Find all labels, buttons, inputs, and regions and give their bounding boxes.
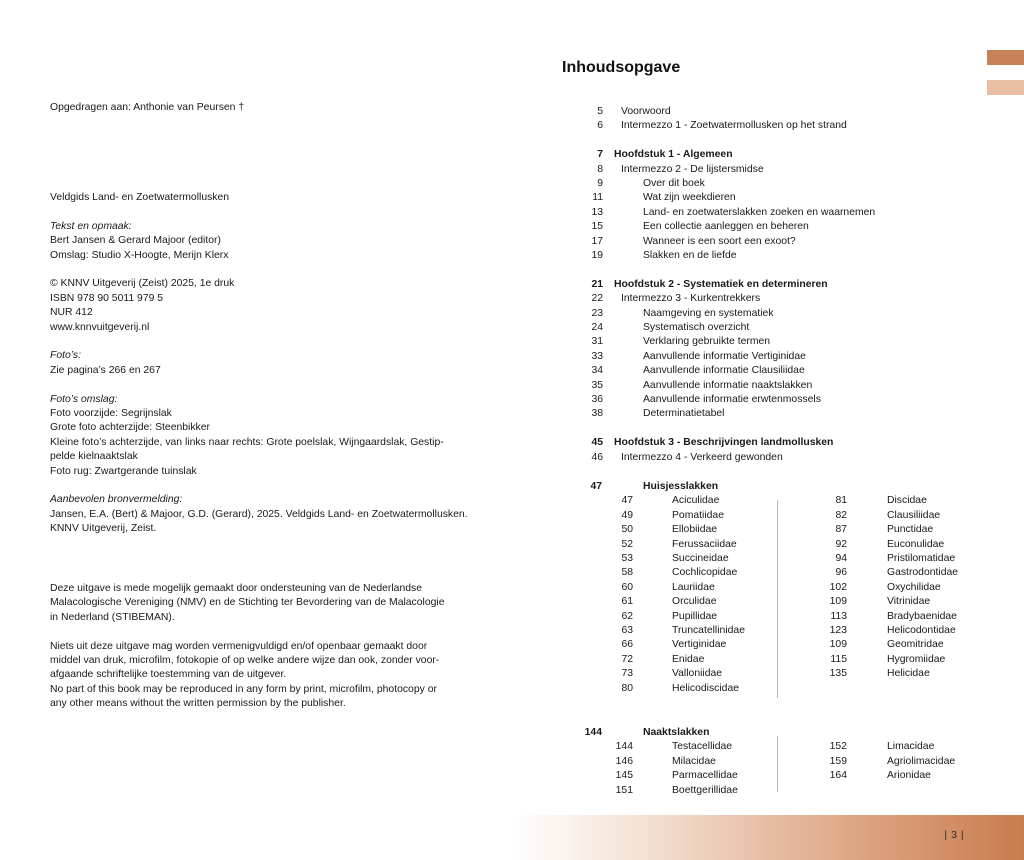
family-page-number: 159 <box>829 755 847 767</box>
family-name[interactable]: Pristilomatidae <box>887 553 956 564</box>
toc-label: Intermezzo 3 - Kurkentrekkers <box>621 293 761 305</box>
photos-text: Zie pagina’s 266 en 267 <box>50 364 161 376</box>
family-name[interactable]: Arionidae <box>887 770 931 782</box>
family-page-number: 96 <box>835 567 847 579</box>
family-page-number: 62 <box>621 610 633 622</box>
copyright-line: middel van druk, microfilm, fotokopie of op welke andere wijze dan ook, zonder voor- <box>50 655 440 667</box>
family-name[interactable]: Limacidae <box>887 741 935 753</box>
copyright-line: No part of this book may be reproduced in any form by print, microfilm, photocopy or <box>50 683 437 695</box>
family-page-number: 109 <box>829 639 847 651</box>
cover-photo-line: Grote foto achterzijde: Steenbikker <box>50 422 210 434</box>
toc-label: Aanvullende informatie Vertiginidae <box>643 350 806 362</box>
family-name[interactable]: Bradybaenidae <box>887 610 957 622</box>
toc-label: Verklaring gebruikte termen <box>643 336 771 348</box>
toc-page-number: 36 <box>591 394 603 405</box>
family-page-number: 87 <box>835 524 847 536</box>
website: www.knnvuitgeverij.nl <box>50 321 150 333</box>
family-name[interactable]: Parmacellidae <box>672 770 738 782</box>
toc-page-number: 22 <box>591 293 603 305</box>
family-name[interactable]: Milacidae <box>672 755 716 767</box>
family-name[interactable]: Discidae <box>887 495 927 507</box>
family-name[interactable]: Vitrinidae <box>887 596 931 608</box>
toc-page-number: 23 <box>591 307 603 319</box>
family-name[interactable]: Pupillidae <box>672 610 718 622</box>
toc-label: Aanvullende informatie erwtenmossels <box>643 394 821 405</box>
family-page-number: 53 <box>621 553 633 564</box>
family-page-number: 135 <box>829 668 847 680</box>
support-line: Deze uitgave is mede mogelijk gemaakt door ondersteuning van de Nederlandse <box>50 583 422 594</box>
toc-page-number: 6 <box>597 120 603 132</box>
toc-label: Een collectie aanleggen en beheren <box>643 221 809 233</box>
family-page-number: 109 <box>829 596 847 608</box>
family-page-number: 146 <box>615 755 633 767</box>
family-name[interactable]: Agriolimacidae <box>887 755 956 767</box>
toc-page-number: 21 <box>591 278 603 290</box>
text-authors: Bert Jansen & Gerard Majoor (editor) <box>50 235 221 247</box>
nur: NUR 412 <box>50 307 93 319</box>
family-name[interactable]: Hygromiidae <box>887 653 946 665</box>
naakt-section-label[interactable]: Naaktslakken <box>643 727 710 738</box>
toc-page-number: 45 <box>591 437 603 449</box>
family-name[interactable]: Vertiginidae <box>672 639 727 651</box>
toc-title: Inhoudsopgave <box>562 59 681 76</box>
family-page-number: 123 <box>829 625 847 636</box>
toc-page-number: 31 <box>591 336 603 348</box>
huisjes-section-page: 47 <box>590 481 602 492</box>
family-page-number: 63 <box>621 625 633 636</box>
page-number-bar: | <box>960 829 968 841</box>
family-name[interactable]: Succineidae <box>672 553 729 564</box>
family-name[interactable]: Ferussaciidae <box>672 538 737 550</box>
support-line: Malacologische Vereniging (NMV) en de Stichting ter Bevordering van de Malacologie <box>50 597 445 609</box>
family-page-number: 151 <box>615 784 633 796</box>
family-name[interactable]: Helicodontidae <box>887 625 956 636</box>
copyright-line: any other means without the written permission by the publisher. <box>50 698 346 710</box>
family-page-number: 102 <box>829 581 847 593</box>
family-name[interactable]: Ellobiidae <box>672 524 718 536</box>
column-divider <box>777 736 778 792</box>
page-number-bar: | <box>944 829 952 841</box>
toc-label: Land- en zoetwaterslakken zoeken en waarnemen <box>643 206 876 218</box>
toc-label: Hoofdstuk 1 - Algemeen <box>614 149 733 161</box>
family-page-number: 92 <box>835 538 847 550</box>
family-page-number: 73 <box>621 668 633 680</box>
family-page-number: 164 <box>829 770 847 782</box>
toc-page-number: 35 <box>591 379 603 391</box>
toc-label: Over dit boek <box>643 178 705 189</box>
family-name[interactable]: Helicodiscidae <box>672 682 739 694</box>
family-page-number: 81 <box>835 495 847 507</box>
family-name[interactable]: Clausiliidae <box>887 509 941 521</box>
toc-label: Voorwoord <box>621 106 671 117</box>
toc-label: Determinatietabel <box>643 408 725 420</box>
family-name[interactable]: Truncatellinidae <box>672 625 745 636</box>
family-name[interactable]: Oxychilidae <box>887 581 941 593</box>
toc-page-number: 11 <box>592 192 603 204</box>
toc-page-number: 24 <box>591 322 603 333</box>
family-page-number: 61 <box>621 596 633 608</box>
toc-label: Intermezzo 2 - De lijstersmidse <box>621 163 764 175</box>
family-name[interactable]: Geomitridae <box>887 639 944 651</box>
family-page-number: 49 <box>621 509 633 521</box>
support-notice <box>50 582 480 712</box>
family-page-number: 152 <box>829 741 847 753</box>
copyright-line: afgaande schriftelijke toestemming van de uitgever. <box>50 669 287 681</box>
family-name[interactable]: Enidae <box>672 653 705 665</box>
family-page-number: 115 <box>830 653 847 665</box>
huisjes-section-label[interactable]: Huisjesslakken <box>643 481 719 492</box>
toc-label: Aanvullende informatie naaktslakken <box>643 379 813 391</box>
family-name[interactable]: Boettgerillidae <box>672 784 738 796</box>
toc-label: Naamgeving en systematiek <box>643 307 774 319</box>
chapter-tab <box>987 80 1024 95</box>
family-page-number: 144 <box>615 741 633 753</box>
family-name[interactable]: Punctidae <box>887 524 934 536</box>
toc-page-number: 17 <box>591 235 603 247</box>
publisher-line: © KNNV Uitgeverij (Zeist) 2025, 1e druk <box>50 278 235 290</box>
copyright-line: Niets uit deze uitgave mag worden vermenigvuldigd en/of openbaar gemaakt door <box>50 640 428 652</box>
text-heading: Tekst en opmaak: <box>50 220 132 232</box>
family-page-number: 50 <box>621 524 633 536</box>
family-page-number: 82 <box>835 509 847 521</box>
family-page-number: 60 <box>621 581 633 593</box>
family-name[interactable]: Valloniidae <box>672 668 723 680</box>
family-name[interactable]: Testacellidae <box>672 741 733 753</box>
toc-page-number: 19 <box>591 250 603 261</box>
toc-page-number: 8 <box>597 163 603 175</box>
cover-photo-line: Foto rug: Zwartgerande tuinslak <box>50 465 197 477</box>
family-name[interactable]: Pomatiidae <box>672 509 724 521</box>
family-page-number: 145 <box>615 770 633 782</box>
colophon-details <box>50 191 480 537</box>
toc-label: Hoofdstuk 3 - Beschrijvingen landmollusken <box>614 437 834 449</box>
toc-page-number: 9 <box>597 178 603 189</box>
family-name[interactable]: Orculidae <box>672 596 717 608</box>
family-name[interactable]: Lauriidae <box>672 581 715 593</box>
toc-page-number: 5 <box>597 106 603 117</box>
toc-label: Intermezzo 4 - Verkeerd gewonden <box>621 451 783 463</box>
family-name[interactable]: Euconulidae <box>887 538 945 550</box>
toc-page-number: 38 <box>591 408 603 420</box>
isbn: ISBN 978 90 5011 979 5 <box>50 292 164 304</box>
citation-heading: Aanbevolen bronvermelding: <box>50 494 183 506</box>
family-page-number: 47 <box>621 495 633 507</box>
family-name[interactable]: Cochlicopidae <box>672 567 738 579</box>
support-line: in Nederland (STIBEMAN). <box>50 611 175 623</box>
chapter-tab <box>987 50 1024 65</box>
toc-label: Wat zijn weekdieren <box>643 192 736 204</box>
toc-label: Hoofdstuk 2 - Systematiek en determineren <box>614 278 828 290</box>
naakt-section-page: 144 <box>584 727 602 738</box>
citation-line: Jansen, E.A. (Bert) & Majoor, G.D. (Gerard), 2025. Veldgids Land- en Zoetwatermollusken. <box>50 508 468 520</box>
toc-page-number: 7 <box>597 149 603 161</box>
family-page-number: 72 <box>621 653 633 665</box>
family-name[interactable]: Gastrodontidae <box>887 567 959 579</box>
colophon <box>50 101 480 115</box>
toc-label: Slakken en de liefde <box>643 250 737 261</box>
family-page-number: 52 <box>621 538 633 550</box>
family-page-number: 80 <box>621 682 633 694</box>
toc-page-number: 13 <box>591 206 603 218</box>
cover-photo-line: Foto voorzijde: Segrijnslak <box>50 408 172 420</box>
page-number <box>936 828 976 842</box>
dedication: Opgedragen aan: Anthonie van Peursen † <box>50 102 245 113</box>
toc-label: Wanneer is een soort een exoot? <box>643 235 796 247</box>
toc-label: Aanvullende informatie Clausiliidae <box>643 365 805 377</box>
family-page-number: 58 <box>621 567 633 579</box>
toc-page-number: 15 <box>591 221 603 233</box>
toc-page-number: 33 <box>591 350 603 362</box>
page-number-value: 3 <box>951 829 961 841</box>
family-page-number: 113 <box>830 610 847 622</box>
citation-line: KNNV Uitgeverij, Zeist. <box>50 523 157 535</box>
family-name[interactable]: Helicidae <box>887 668 930 680</box>
cover-credit: Omslag: Studio X-Hoogte, Merijn Klerx <box>50 249 229 261</box>
cover-photo-line: Kleine foto’s achterzijde, van links naar rechts: Grote poelslak, Wijngaardslak, Gestip- <box>50 436 444 448</box>
family-name[interactable]: Aciculidae <box>672 495 720 507</box>
family-page-number: 94 <box>835 553 847 564</box>
cover-photos-heading: Foto’s omslag: <box>50 393 118 405</box>
toc-label: Systematisch overzicht <box>643 322 750 333</box>
family-page-number: 66 <box>621 639 633 651</box>
toc-label: Intermezzo 1 - Zoetwatermollusken op het strand <box>621 120 847 132</box>
toc-page-number: 46 <box>591 451 603 463</box>
photos-heading: Foto’s: <box>50 350 81 362</box>
toc-page-number: 34 <box>591 365 603 377</box>
cover-photo-line: pelde kielnaaktslak <box>50 451 138 463</box>
book-title: Veldgids Land- en Zoetwatermollusken <box>50 192 230 203</box>
column-divider <box>777 500 778 698</box>
